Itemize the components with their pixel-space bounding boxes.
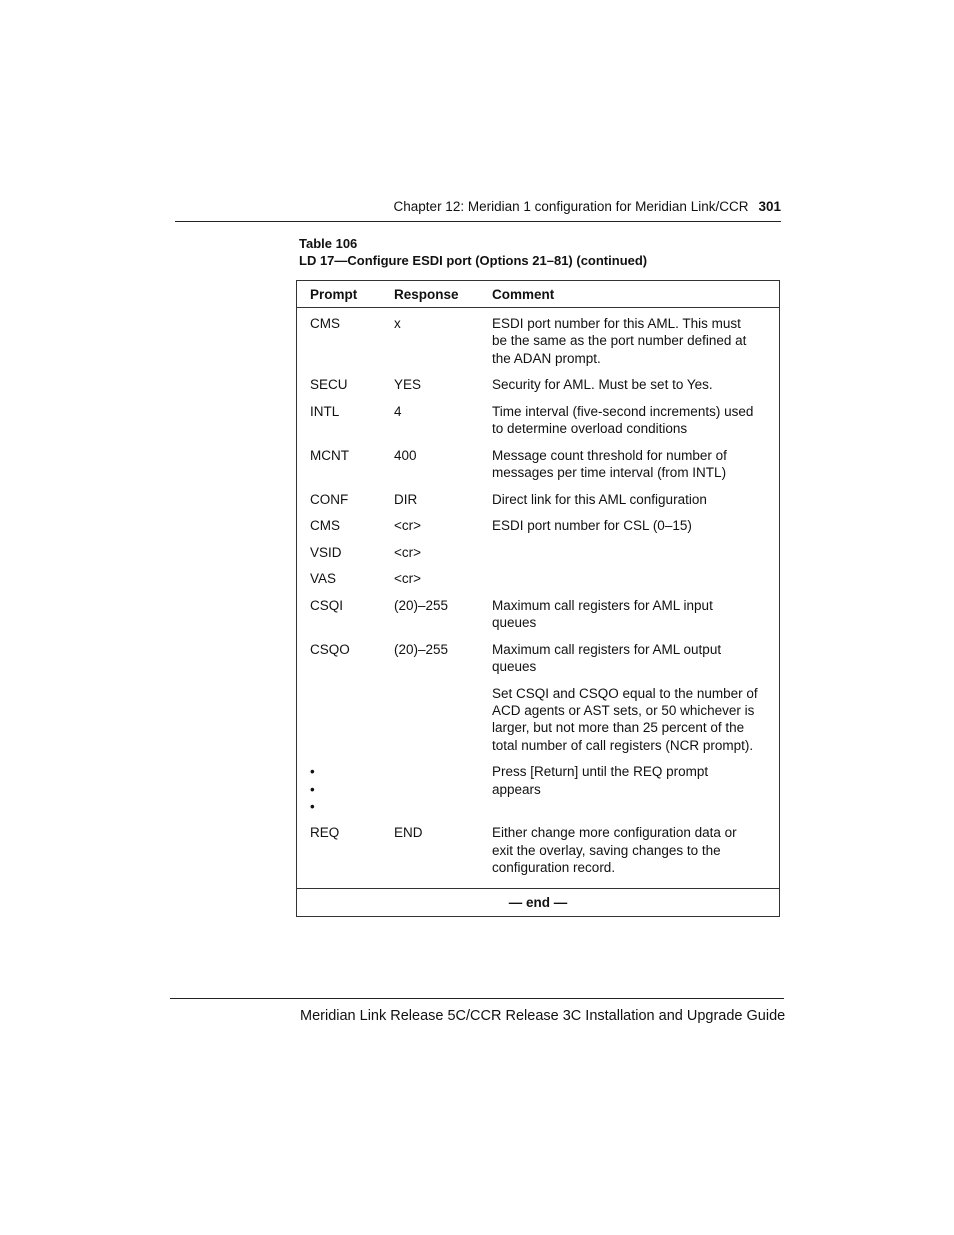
response-cell: END — [394, 825, 423, 841]
comment-cell: Time interval (five-second increments) used to determine overload conditions — [492, 403, 754, 437]
response-cell: DIR — [394, 491, 418, 507]
comment-cell: Maximum call registers for AML output queues — [492, 641, 722, 675]
comment-cell: Set CSQI and CSQO equal to the number of ACD agents or AST sets, or 50 whichever is larger, but not more than 25 percent of the total number of call registers (NCR prompt). — [492, 685, 758, 753]
table-row — [297, 570, 779, 587]
config-table — [296, 280, 780, 917]
response-cell: <cr> — [394, 571, 422, 587]
table-row — [297, 315, 779, 367]
prompt-cell: CSQI — [310, 597, 344, 613]
prompt-cell: CSQO — [310, 641, 350, 657]
comment-cell: Either change more configuration data or exit the overlay, saving changes to the configuration record. — [492, 825, 737, 875]
response-cell: 4 — [394, 403, 402, 419]
comment-cell: Maximum call registers for AML input queues — [492, 597, 713, 631]
comment-cell: ESDI port number for this AML. This must be the same as the port number defined at the ADAN prompt. — [492, 316, 747, 366]
response-cell: (20)–255 — [394, 641, 449, 657]
table-row — [297, 376, 779, 393]
comment-cell — [492, 570, 779, 587]
table-number: Table 106 — [299, 236, 358, 251]
prompt-cell: CMS — [310, 316, 340, 331]
response-cell: (20)–255 — [394, 597, 449, 613]
prompt-cell: CONF — [310, 491, 349, 507]
table-row — [297, 763, 779, 815]
column-header-response: Response — [394, 286, 459, 302]
prompt-cell: SECU — [310, 377, 348, 393]
page-number: 301 — [758, 199, 781, 214]
table-row — [297, 403, 779, 438]
table-caption — [299, 235, 647, 269]
response-cell: <cr> — [394, 518, 422, 534]
table-title: LD 17—Configure ESDI port (Options 21–81) (continued) — [299, 253, 648, 268]
response-cell: 400 — [394, 447, 417, 463]
header-divider — [175, 221, 781, 222]
running-footer: Meridian Link Release 5C/CCR Release 3C Installation and Upgrade Guide — [300, 1008, 786, 1024]
table-row — [297, 544, 779, 561]
table-body — [297, 308, 779, 888]
table-row — [297, 685, 779, 754]
response-cell — [394, 685, 492, 754]
table-row — [297, 447, 779, 482]
column-header-comment: Comment — [492, 286, 555, 302]
comment-cell: Press [Return] until the REQ prompt appears — [492, 764, 709, 797]
table-header-row — [297, 281, 779, 308]
prompt-cell: INTL — [310, 403, 340, 419]
comment-cell — [492, 544, 779, 561]
response-cell — [394, 763, 492, 815]
prompt-cell — [297, 685, 394, 754]
comment-cell: Direct link for this AML configuration — [492, 491, 707, 507]
continuation-bullets: • • • — [310, 764, 315, 814]
table-end-marker: — end — — [297, 888, 779, 916]
table-row — [297, 597, 779, 632]
prompt-cell: VAS — [310, 571, 337, 587]
prompt-cell: REQ — [310, 825, 340, 841]
prompt-cell: CMS — [310, 518, 340, 534]
table-row — [297, 641, 779, 676]
response-cell: <cr> — [394, 544, 422, 560]
prompt-cell: MCNT — [310, 447, 349, 463]
comment-cell: ESDI port number for CSL (0–15) — [492, 518, 692, 534]
comment-cell: Security for AML. Must be set to Yes. — [492, 377, 713, 393]
column-header-prompt: Prompt — [310, 286, 358, 302]
chapter-title: Chapter 12: Meridian 1 configuration for Meridian Link/CCR — [393, 199, 749, 214]
table-row — [297, 824, 779, 876]
response-cell: x — [394, 316, 401, 331]
prompt-cell: VSID — [310, 544, 342, 560]
running-header — [300, 199, 781, 214]
response-cell: YES — [394, 377, 422, 393]
footer-divider — [170, 998, 784, 999]
comment-cell: Message count threshold for number of messages per time interval (from INTL) — [492, 447, 727, 480]
table-row — [297, 491, 779, 508]
table-row — [297, 517, 779, 534]
